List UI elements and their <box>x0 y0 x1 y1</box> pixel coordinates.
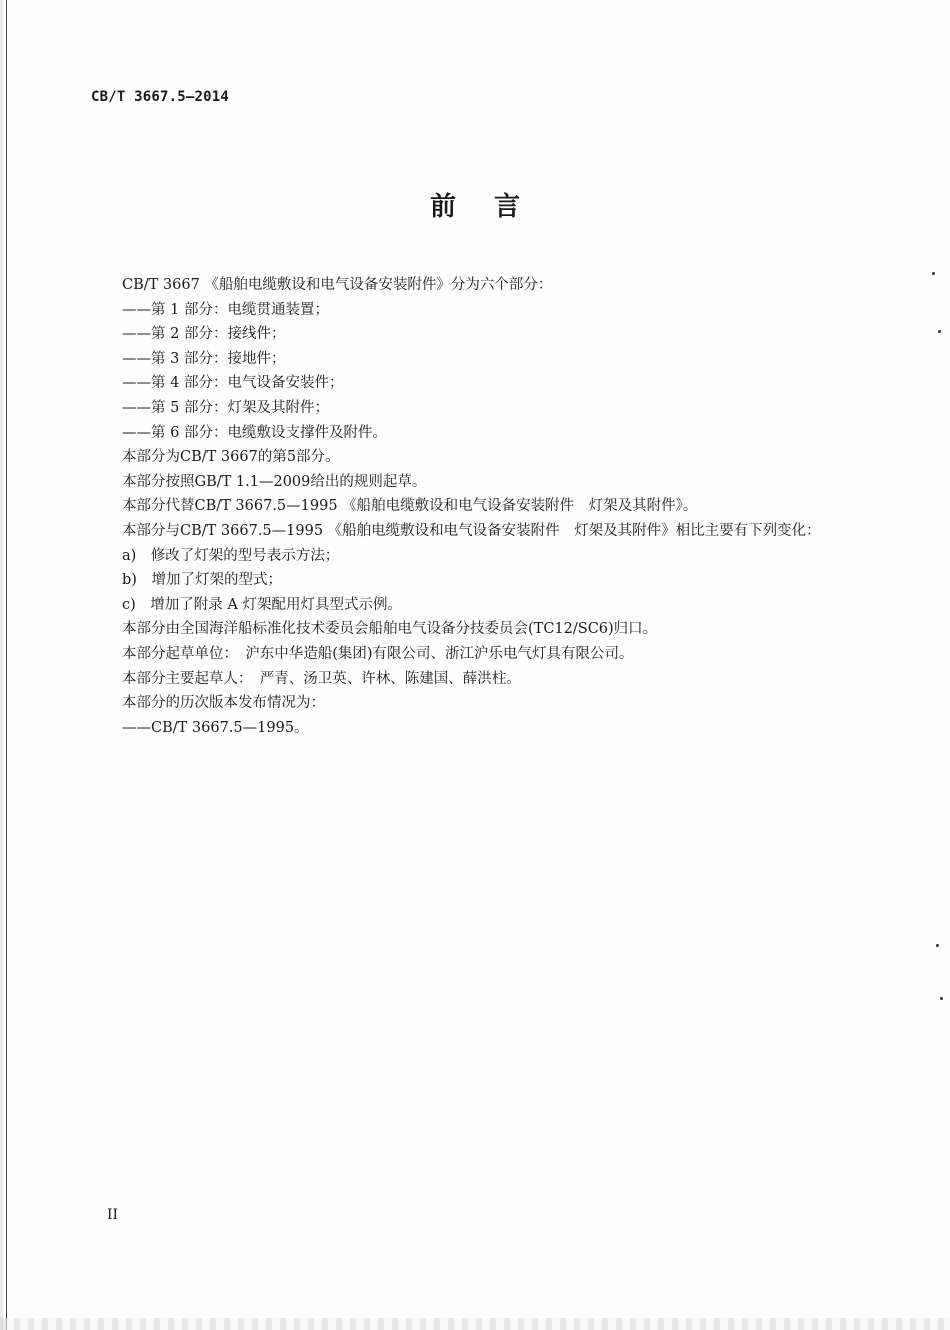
replaces-paragraph: 本部分代替CB/T 3667.5—1995 《船舶电缆敷设和电气设备安装附件 灯架及其附件》。 <box>122 498 698 515</box>
scan-speck <box>932 272 935 275</box>
drafters-paragraph: 本部分主要起草人： 严青、汤卫英、许林、陈建国、薛洪柱。 <box>122 670 521 687</box>
page-title: 前言 <box>429 192 558 222</box>
this-part-paragraph: 本部分为CB/T 3667的第5部分。 <box>122 449 340 466</box>
scan-bottom-edge <box>0 1318 950 1330</box>
scan-speck <box>940 997 943 1000</box>
page-number: II <box>107 1207 119 1223</box>
change-item: b) 增加了灯架的型式； <box>122 572 282 589</box>
intro-paragraph: CB/T 3667 《船舶电缆敷设和电气设备安装附件》分为六个部分： <box>122 277 553 293</box>
scan-speck <box>936 944 939 947</box>
scan-speck <box>938 330 941 333</box>
change-item: c) 增加了附录 A 灯架配用灯具型式示例。 <box>122 596 402 613</box>
changes-intro-paragraph: 本部分与CB/T 3667.5—1995 《船舶电缆敷设和电气设备安装附件 灯架及其附件》相比主要有下列变化： <box>122 522 821 539</box>
drafting-rule-paragraph: 本部分按照GB/T 1.1—2009给出的规则起草。 <box>122 473 427 490</box>
standard-code: CB/T 3667.5—2014 <box>91 89 230 105</box>
part-item: ——第 6 部分：电缆敷设支撑件及附件。 <box>122 424 387 441</box>
part-item: ——第 1 部分：电缆贯通装置； <box>122 301 329 318</box>
foreword-body <box>91 273 831 740</box>
drafting-units-paragraph: 本部分起草单位： 沪东中华造船(集团)有限公司、浙江沪乐电气灯具有限公司。 <box>122 645 634 662</box>
proposer-paragraph: 本部分由全国海洋船标准化技术委员会船舶电气设备分技委员会(TC12/SC6)归口。 <box>122 621 658 638</box>
part-item: ——第 2 部分：接线件； <box>122 326 286 343</box>
history-item: ——CB/T 3667.5—1995。 <box>122 719 309 736</box>
part-item: ——第 3 部分：接地件； <box>122 350 286 367</box>
history-intro-paragraph: 本部分的历次版本发布情况为： <box>122 695 325 712</box>
part-item: ——第 5 部分：灯架及其附件； <box>122 399 329 416</box>
change-item: a) 修改了灯架的型号表示方法； <box>122 547 340 564</box>
part-item: ——第 4 部分：电气设备安装件； <box>122 375 344 392</box>
